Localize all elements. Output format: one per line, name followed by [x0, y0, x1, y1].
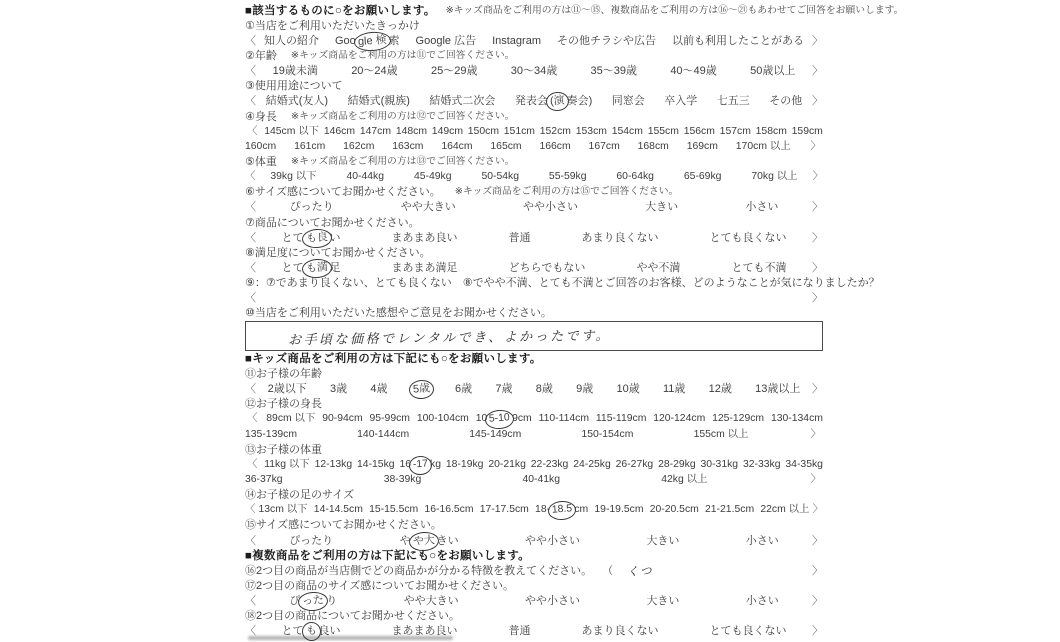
option: 20-20.5cm	[649, 504, 699, 516]
question-label	[245, 215, 823, 230]
option: 16-16.5cm	[424, 504, 474, 516]
question-label	[245, 48, 823, 63]
question-label	[245, 442, 823, 457]
option: 89cm 以下	[266, 413, 316, 425]
bracket-close: 〉	[812, 564, 823, 577]
option: とても不満	[731, 261, 787, 274]
option: 115-119cm	[595, 413, 647, 425]
option: 151cm	[503, 125, 535, 137]
option: 70kg 以上	[751, 171, 798, 183]
question-label	[245, 397, 823, 412]
option: 28-29kg	[658, 458, 696, 470]
bracket-close: 〉	[812, 261, 823, 274]
options-row	[245, 594, 823, 609]
question-text: ⑩当店をご利用いただいた感想やご意見をお聞かせください。	[245, 307, 552, 320]
option: 147cm	[359, 125, 392, 137]
options-row	[245, 291, 823, 306]
options-row	[245, 382, 823, 397]
option: 以前も利用したことがある	[672, 34, 804, 47]
option: 7歳	[495, 383, 513, 396]
option: 30～34歳	[510, 65, 558, 78]
option: 11kg 以下	[264, 458, 310, 470]
options-group	[256, 64, 812, 78]
option: どちらでもない	[508, 261, 586, 274]
option: Instagram	[492, 34, 541, 47]
bracket-open: 〈	[245, 261, 256, 274]
option: ぴ った り	[289, 594, 337, 608]
bracket-open: 〈	[247, 458, 258, 470]
option: 知人の紹介	[264, 34, 319, 47]
option: 20～24歳	[351, 65, 398, 78]
options-group	[255, 170, 812, 184]
circle-mark: -17	[408, 455, 432, 476]
options-group	[256, 382, 812, 396]
bracket-close: 〉	[812, 534, 823, 547]
option: 145-149cm	[469, 428, 522, 440]
bracket-close: 〉	[812, 625, 823, 638]
option: 161cm	[294, 140, 326, 152]
option: 154cm	[611, 125, 643, 137]
option: 150cm	[467, 125, 499, 137]
option: 普通	[508, 231, 531, 244]
option: とても良くない	[709, 625, 787, 638]
option: 20-21kg	[488, 458, 526, 470]
option: やや小さい	[524, 534, 580, 547]
option: 156cm	[683, 125, 715, 137]
option: 38-39kg	[383, 473, 422, 485]
option: や や大 きい	[400, 534, 459, 548]
question-label	[245, 245, 823, 260]
option: 14-15kg	[357, 458, 395, 470]
option: 結婚式二次会	[429, 95, 496, 108]
question-text: ⑬お子様の体重	[245, 443, 322, 456]
option: 165cm	[490, 140, 522, 152]
options-row	[245, 200, 823, 215]
option: 15-15.5cm	[369, 504, 419, 516]
question-label	[245, 185, 823, 200]
options-group	[255, 503, 812, 517]
option: 95-99cm	[369, 413, 410, 425]
option: やや不満	[636, 261, 681, 274]
circle-mark: った	[298, 591, 329, 612]
question-label	[245, 109, 823, 124]
bracket-open: 〈	[245, 231, 256, 244]
option: 10 5-10 9cm	[476, 412, 532, 426]
question-text: ⑧満足度についてお聞かせください。	[245, 246, 431, 259]
option: 90-94cm	[322, 413, 363, 425]
option: 35～39歳	[590, 65, 638, 78]
bracket-open: 〈	[245, 383, 256, 396]
options-row	[245, 170, 823, 185]
option: 22cm 以上	[760, 504, 810, 516]
section-header-text: ■キッズ商品をご利用の方は下記にも○をお願いします。	[245, 352, 542, 365]
option: とて も 良い	[282, 624, 341, 638]
question-text: ⑰2つ目の商品のサイズ感についてお聞かせください。	[245, 579, 515, 592]
option: 160cm	[245, 140, 277, 152]
option: 155cm 以上	[693, 428, 749, 440]
options-group	[256, 94, 812, 108]
option: 13歳以上	[755, 383, 801, 396]
option: 40-41kg	[522, 473, 561, 485]
section-header-text: ■複数商品をご利用の方は下記にも○をお願いします。	[245, 549, 530, 562]
options-group	[256, 200, 812, 214]
option: まあまあ良い	[391, 625, 458, 638]
option: 65-69kg	[683, 171, 722, 183]
option: 166cm	[539, 140, 571, 152]
bracket-close: 〉	[812, 292, 823, 305]
option: 卒入学	[664, 95, 698, 108]
option: Goo gle 検 索	[335, 34, 400, 48]
option: 36-37kg	[245, 473, 283, 485]
circle-mark: も良	[301, 228, 332, 249]
comment-box	[245, 321, 823, 351]
bracket-open: 〈	[245, 595, 256, 608]
option: 140-144cm	[357, 428, 410, 440]
option: やや大きい	[403, 595, 459, 608]
question-label	[245, 609, 823, 624]
option: ぴったり	[289, 534, 334, 547]
option: 3歳	[329, 383, 348, 396]
handwritten-comment: お手頃な価格でレンタルでき、よかったです。	[287, 328, 612, 348]
section-header	[245, 3, 904, 18]
question-text: ⑤体重	[245, 155, 277, 168]
question-text: ⑦商品についてお聞かせください。	[245, 216, 420, 229]
paren-open: （	[602, 564, 614, 577]
option: 155cm	[647, 125, 679, 137]
option: 12-13kg	[314, 458, 353, 470]
bracket-open: 〈	[245, 95, 256, 108]
question-label	[245, 18, 823, 33]
bracket-open: 〈	[245, 625, 256, 638]
options-group	[256, 231, 812, 245]
option: 10歳	[616, 383, 640, 396]
option: 60-64kg	[616, 171, 654, 183]
option: 結婚式(親族)	[347, 95, 410, 108]
option: 157cm	[719, 125, 751, 137]
option: あまり良くない	[581, 625, 659, 638]
bracket-open: 〈	[245, 534, 256, 547]
bracket-open: 〈	[245, 201, 256, 214]
bracket-close: 〉	[812, 65, 823, 78]
bracket-open: 〈	[245, 504, 256, 516]
bracket-close: 〉	[812, 504, 823, 516]
options-row	[245, 457, 823, 487]
option: 40～49歳	[670, 65, 717, 78]
option: 153cm	[575, 125, 607, 137]
option: 同窓会	[611, 95, 645, 108]
bracket-close: 〉	[812, 201, 823, 214]
option: とて も良 い	[282, 231, 341, 245]
question-label	[245, 276, 880, 291]
option: ぴったり	[289, 201, 334, 214]
option: 26-27kg	[615, 458, 654, 470]
option: 25～29歳	[430, 65, 478, 78]
option: 170cm 以上	[735, 140, 791, 152]
section-header	[245, 548, 823, 563]
bracket-close: 〉	[812, 383, 823, 396]
option: 19-19.5cm	[594, 504, 644, 516]
option: 大きい	[646, 595, 680, 608]
options-row	[245, 64, 823, 79]
option: 167cm	[588, 140, 620, 152]
bracket-close: 〉	[810, 428, 821, 440]
option: 40-44kg	[346, 171, 385, 183]
option: 168cm	[637, 140, 669, 152]
option: 小さい	[745, 534, 779, 547]
option: 146cm	[323, 125, 356, 137]
option: 50歳以上	[750, 65, 796, 78]
option: 145cm 以下	[264, 125, 320, 137]
option: 2歳以下	[267, 383, 307, 396]
option: その他チラシや広告	[557, 34, 656, 47]
question-text: ⑯2つ目の商品が当店側でどの商品かが分かる特徴を教えてください。	[245, 564, 593, 577]
option: 18- 18.5 cm	[535, 503, 588, 517]
option: 9歳	[576, 383, 594, 396]
bracket-close: 〉	[812, 171, 823, 183]
option: 34-35kg	[785, 458, 823, 470]
bracket-close: 〉	[812, 595, 823, 608]
question-label	[245, 306, 823, 321]
option: 16 -17 kg	[399, 458, 441, 472]
options-group	[256, 594, 812, 608]
option: 小さい	[745, 595, 779, 608]
option: 4歳	[370, 383, 388, 396]
question-note: ※キッズ商品をご利用の方は⑪でご回答ください。	[290, 49, 515, 61]
bracket-open: 〈	[247, 125, 258, 137]
option: 159cm	[791, 125, 823, 137]
option: 55-59kg	[548, 171, 587, 183]
question-text: ②年齢	[245, 49, 277, 62]
option: 6歳	[455, 383, 473, 396]
option: 45-49kg	[413, 171, 452, 183]
option: 21-21.5cm	[705, 504, 755, 516]
option: 22-23kg	[530, 458, 569, 470]
option: 158cm	[755, 125, 787, 137]
bracket-close: 〉	[812, 34, 823, 47]
options-group	[256, 34, 812, 48]
option: 39kg 以下	[270, 171, 317, 183]
fill-in-row	[245, 563, 823, 578]
question-label	[245, 366, 823, 381]
option: とても良くない	[709, 231, 787, 244]
question-text: ⑮サイズ感についてお聞かせください。	[245, 519, 442, 532]
option: 169cm	[686, 140, 718, 152]
option: 120-124cm	[653, 413, 706, 425]
option	[411, 382, 432, 396]
options-group	[256, 261, 812, 275]
section-header-text: ■該当するものに○をお願いします。	[245, 4, 436, 17]
question-text: ⑪お子様の年齢	[245, 367, 322, 380]
option: 13cm 以下	[258, 504, 308, 516]
options-row	[245, 503, 823, 518]
option: とて も満 足	[282, 261, 341, 275]
question-text: ⑱2つ目の商品についてお聞かせください。	[245, 610, 460, 623]
option: まあまあ良い	[391, 231, 458, 244]
question-text: ⑭お子様の足のサイズ	[245, 489, 355, 502]
option: やや大きい	[400, 201, 456, 214]
option: 148cm	[395, 125, 427, 137]
option: 50-54kg	[481, 171, 519, 183]
options-row	[245, 94, 823, 109]
option: その他	[769, 95, 803, 108]
option: あまり良くない	[581, 231, 659, 244]
handwritten-answer: くつ	[626, 563, 654, 579]
question-label	[245, 79, 823, 94]
option: 普通	[508, 625, 531, 638]
option: やや小さい	[524, 595, 580, 608]
bracket-open: 〈	[245, 34, 256, 47]
option: 100-104cm	[416, 413, 469, 425]
option: 大きい	[646, 534, 680, 547]
options-row	[245, 230, 823, 245]
option: 163cm	[392, 140, 424, 152]
options-row	[245, 33, 823, 48]
option: 150-154cm	[581, 428, 634, 440]
option: 135-139cm	[245, 428, 297, 440]
option: 11歳	[662, 383, 686, 396]
question-label	[245, 578, 823, 593]
option: 14-14.5cm	[313, 504, 363, 516]
question-note: ※キッズ商品をご利用の方は⑬でご回答ください。	[290, 155, 515, 167]
circle-mark: 5-10	[485, 409, 515, 430]
option: 152cm	[539, 125, 571, 137]
option: 32-33kg	[742, 458, 781, 470]
option: 125-129cm	[712, 413, 765, 425]
option: 24-25kg	[573, 458, 611, 470]
option: 結婚式(友人)	[265, 95, 329, 108]
question-label	[245, 154, 823, 169]
option: 七五三	[716, 95, 750, 108]
options-row	[245, 533, 823, 548]
bracket-close: 〉	[810, 473, 821, 485]
question-text: ⑫お子様の身長	[245, 398, 322, 411]
option: 30-31kg	[700, 458, 739, 470]
option: Google 広告	[415, 34, 477, 47]
option: 162cm	[343, 140, 375, 152]
question-label	[245, 518, 823, 533]
option: 110-114cm	[538, 413, 590, 425]
option: 小さい	[745, 201, 779, 214]
bracket-open: 〈	[245, 65, 256, 78]
option: 18-19kg	[445, 458, 484, 470]
option: 発表会 (演 奏会)	[515, 94, 592, 108]
circle-mark: も	[301, 622, 321, 642]
option: やや小さい	[522, 201, 578, 214]
section-header-note: ※キッズ商品をご利用の方は⑪～⑮、複数商品をご利用の方は⑯～㉑もあわせてご回答をお願いします。	[445, 4, 904, 16]
question-note: ※キッズ商品をご利用の方は⑮でご回答ください。	[454, 186, 679, 198]
bracket-open: 〈	[245, 292, 256, 305]
bracket-close: 〉	[810, 140, 821, 152]
scan-artifact	[248, 636, 453, 640]
bracket-open: 〈	[245, 171, 256, 183]
bracket-open: 〈	[247, 413, 258, 425]
question-text: ⑥サイズ感についてお聞かせください。	[245, 186, 441, 199]
question-label	[245, 488, 823, 503]
option: 164cm	[441, 140, 473, 152]
survey-form	[245, 3, 904, 639]
circle-mark: gle 検	[353, 31, 391, 53]
circle-mark: 18.5	[547, 500, 576, 521]
bracket-close: 〉	[812, 231, 823, 244]
circle-mark: (演	[545, 92, 569, 113]
options-row	[245, 260, 823, 275]
circle-mark: や大	[408, 531, 439, 552]
options-row	[245, 124, 823, 154]
circle-mark: も満	[301, 258, 332, 279]
question-text: ⑨：⑦であまり良くない、とても良くない ⑧でやや不満、とても不満とご回答のお客様、どのようなことが気になりましたか？	[245, 277, 880, 290]
question-text: ④身長	[245, 110, 277, 123]
question-note: ※キッズ商品をご利用の方は⑫でご回答ください。	[290, 110, 515, 122]
option: 8歳	[535, 383, 553, 396]
question-text: ①当店をご利用いただいたきっかけ	[245, 19, 420, 32]
option: 17-17.5cm	[479, 504, 529, 516]
circle-mark: 5歳	[408, 379, 434, 400]
options-group	[256, 534, 812, 548]
options-row	[245, 412, 823, 442]
option: 19歳未満	[272, 65, 318, 78]
bracket-close: 〉	[812, 95, 823, 108]
question-text: ③使用用途について	[245, 80, 343, 93]
option: 130-134cm	[770, 413, 823, 425]
option: まあまあ満足	[391, 261, 458, 274]
option: 大きい	[645, 201, 679, 214]
section-header	[245, 351, 823, 366]
option: 149cm	[431, 125, 463, 137]
option: 12歳	[708, 383, 732, 396]
option: 42kg 以上	[661, 473, 708, 485]
